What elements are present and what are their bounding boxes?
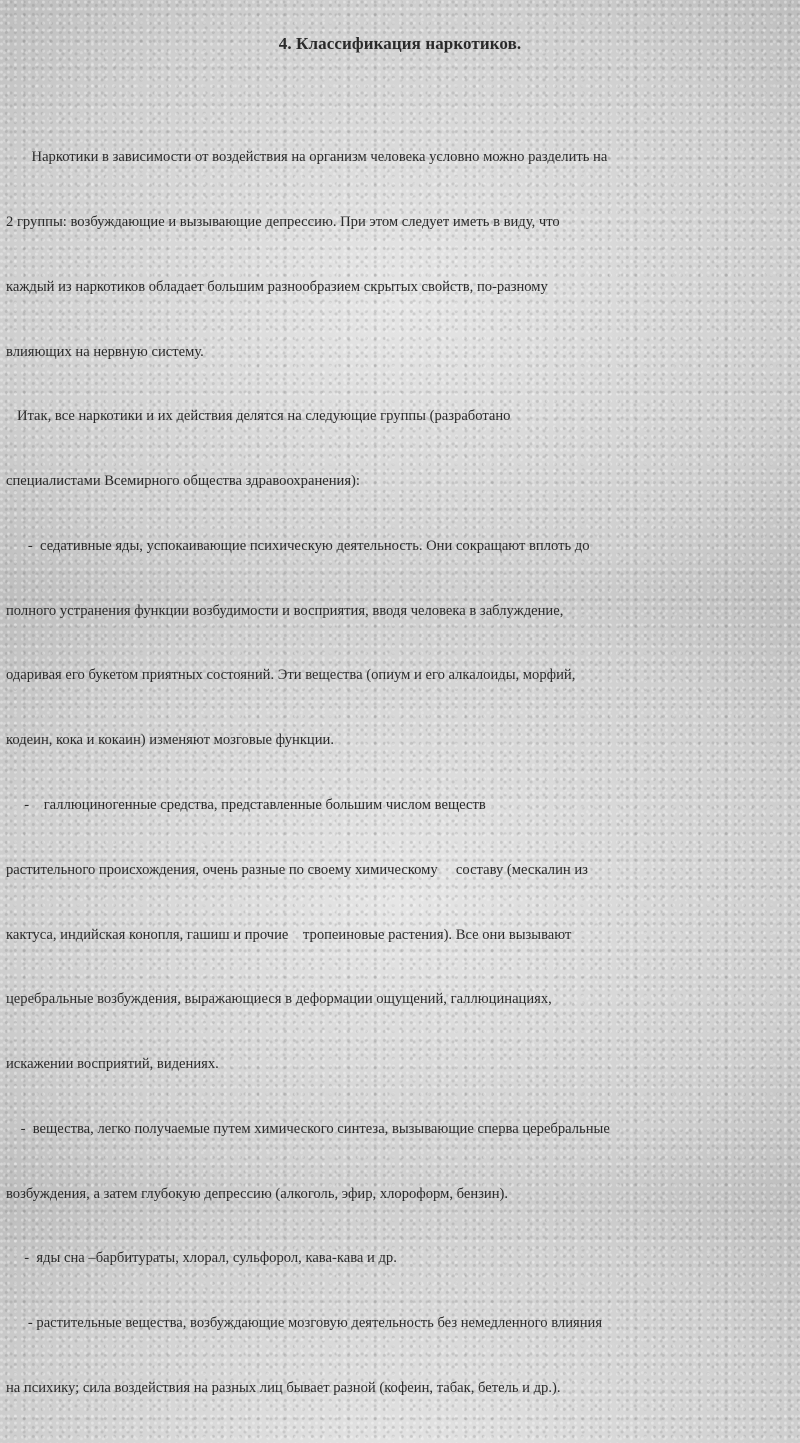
body-line: кодеин, кока и кокаин) изменяют мозговые функции.	[6, 732, 335, 749]
body-line: - яды сна –барбитураты, хлорал, сульфорол, кава-кава и др.	[6, 1250, 397, 1267]
body-line: возбуждения, а затем глубокую депрессию (алкоголь, эфир, хлороформ, бензин).	[6, 1185, 509, 1202]
body-line: влияющих на нервную систему.	[6, 343, 204, 360]
body-line: полного устранения функции возбудимости и восприятия, вводя человека в заблуждение,	[6, 602, 564, 619]
body-line: искажении восприятий, видениях.	[6, 1056, 219, 1073]
slide-title: 4. Классификация наркотиков.	[278, 34, 522, 53]
body-line: - растительные вещества, возбуждающие мозговую деятельность без немедленного влияния	[6, 1315, 603, 1332]
body-line: на психику; сила воздействия на разных лиц бывает разной (кофеин, табак, бетель и др.).	[6, 1380, 561, 1397]
body-line: - галлюциногенные средства, представленные большим числом веществ	[6, 797, 486, 813]
body-line: Наркотики в зависимости от воздействия на организм человека условно можно разделить на	[6, 149, 608, 166]
body-line: одаривая его букетом приятных состояний. Эти вещества (опиум и его алкалоиды, морфий,	[6, 667, 576, 684]
body-line: растительного происхождения, очень разные по своему химическому составу (мескалин из	[6, 861, 588, 878]
body-line: Итак, все наркотики и их действия делятся на следующие группы (разработано	[6, 408, 511, 425]
body-line: каждый из наркотиков обладает большим разнообразием скрытых свойств, по-разному	[6, 278, 548, 295]
body-line: - вещества, легко получаемые путем химического синтеза, вызывающие сперва церебральные	[6, 1120, 610, 1137]
body-line: кактуса, индийская конопля, гашиш и прочие тропеиновые растения). Все они вызывают	[6, 926, 572, 943]
body-line: специалистами Всемирного общества здравоохранения):	[6, 473, 360, 490]
body-line: - седативные яды, успокаивающие психическую деятельность. Они сокращают вплоть до	[6, 537, 590, 554]
body-line: церебральные возбуждения, выражающиеся в деформации ощущений, галлюцинациях,	[6, 991, 552, 1008]
slide-body	[6, 104, 786, 1443]
body-line: 2 группы: возбуждающие и вызывающие депрессию. При этом следует иметь в виду, что	[6, 213, 560, 230]
